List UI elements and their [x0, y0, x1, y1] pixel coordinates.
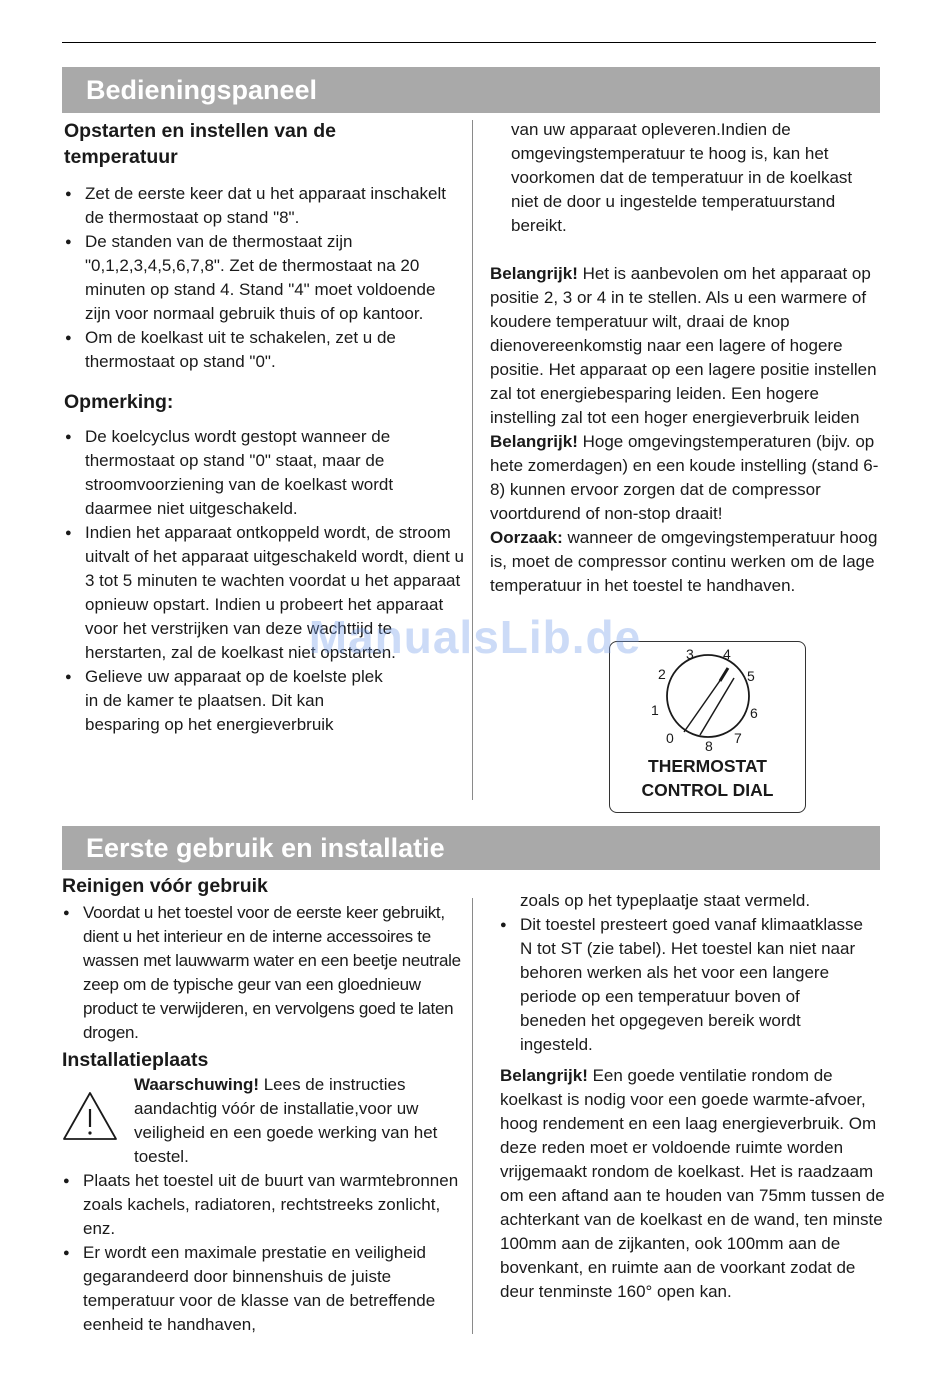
important-paragraph-2 [490, 430, 885, 526]
startup-heading: Opstarten en instellen van de temperatuur [64, 120, 336, 168]
important-paragraph-1 [490, 262, 885, 430]
warning-paragraph [134, 1073, 472, 1169]
continuation-text: van uw apparaat opleveren.Indien de omgevingstemperatuur te hoog is, kan het voorkomen dat de temperatuur in de koelkast niet de door u ingestelde temperatuurstand bereikt. [511, 120, 853, 235]
installation-heading: Installatieplaats [62, 1049, 209, 1071]
dial-number: 2 [658, 666, 666, 682]
important-text: Het is aanbevolen om het apparaat op positie 2, 3 or 4 in te stellen. Als u een warmere of koudere temperatuur wilt, draai de knop dienovereenkomstig naar een lagere of hogere positie. Het apparaat op een lagere positie instellen zal tot energiebesparing leiden. Een hogere instelling zal tot een hoger energieverbruik leiden [490, 264, 877, 427]
list-item: ● Voordat u het toestel voor de eerste keer gebruikt, dient u het interieur en de interne accessoires te wassen met lauwwarm water en een beetje neutrale zeep om de typische geur van een gloednieuw product te verwijderen, en vervolgens goed te laten drogen. [62, 901, 472, 1045]
column-divider [472, 120, 473, 800]
important-block [490, 262, 885, 598]
continuation-text: zoals op het typeplaatje staat vermeld. [520, 891, 811, 910]
list-item: ● De standen van de thermostaat zijn "0,1,2,3,4,5,6,7,8". Zet de thermostaat na 20 minuten op stand 4. Stand "4" moet voldoende zijn voor normaal gebruik thuis of op kantoor. [64, 230, 464, 326]
list-item: ● Plaats het toestel uit de buurt van warmtebronnen zoals kachels, radiatoren, rechtstreeks zonlicht, enz. [62, 1169, 472, 1241]
cleaning-list [62, 901, 472, 1045]
section-banner-control-panel [62, 67, 880, 113]
list-item: ● Gelieve uw apparaat op de koelste plek in de kamer te plaatsen. Dit kan besparing op het energieverbruik [64, 665, 464, 737]
cause-paragraph [490, 526, 885, 598]
cleaning-heading: Reinigen vóór gebruik [62, 875, 268, 897]
banner-title: Eerste gebruik en installatie [86, 832, 445, 863]
dial-number: 4 [723, 646, 731, 662]
cleaning-column [62, 873, 472, 1073]
climate-list [499, 913, 869, 1057]
ventilation-block [500, 1064, 885, 1304]
warning-label: Waarschuwing! [134, 1075, 259, 1094]
dial-number: 1 [651, 702, 659, 718]
banner-title: Bedieningspaneel [86, 74, 318, 105]
list-item: ● Indien het apparaat ontkoppeld wordt, de stroom uitvalt of het apparaat uitgeschakeld wordt, dient u 3 tot 5 minuten te wachten voordat u het apparaat opnieuw opstart. Indien u probeert het apparaat voor het verstrijken van deze wachttijd te herstarten, zal de koelkast niet opstarten. [64, 521, 464, 665]
column-divider [472, 898, 473, 1334]
list-item: ● Zet de eerste keer dat u het apparaat inschakelt de thermostaat op stand "8". [64, 182, 464, 230]
dial-number: 7 [734, 730, 742, 746]
important-label: Belangrijk! [490, 432, 578, 451]
top-rule [62, 42, 876, 43]
dial-number: 6 [750, 705, 758, 721]
dial-number: 8 [705, 738, 713, 754]
section-banner-first-use [62, 826, 880, 870]
list-item: ● Om de koelkast uit te schakelen, zet u de thermostaat op stand "0". [64, 326, 464, 374]
cause-text: wanneer de omgevingstemperatuur hoog is, moet de compressor continu werken om de lage temperatuur in het toestel te handhaven. [490, 528, 878, 595]
list-item: ● Dit toestel presteert goed vanaf klimaatklasse N tot ST (zie tabel). Het toestel kan niet naar behoren werken als het voor een langere periode op een temperatuur boven of beneden het opgegeven bereik wordt ingesteld. [499, 913, 869, 1057]
dial-number: 3 [686, 646, 694, 662]
note-heading: Opmerking: [64, 391, 174, 413]
warning-triangle-icon [60, 1089, 120, 1145]
dial-caption-line: THERMOSTAT [648, 756, 767, 776]
important-text: Een goede ventilatie rondom de koelkast is nodig voor een goede warmte-afvoer, hoog rendement en een laag energieverbruik. Om deze reden moet er voldoende ruimte worden vrijgemaakt rondom de koelkast. Het is raadzaam om een aftand aan te houden van 75mm tussen de achterkant van de koelkast en de wand, ten minste 100mm aan de zijkanten, ook 100mm aan de bovenkant, en ruimte aan de voorkant zodat de deur tenminste 160° open kan. [500, 1066, 885, 1301]
list-item: ● De koelcyclus wordt gestopt wanneer de thermostaat op stand "0" staat, maar de stroomvoorziening van de koelkast wordt daarmee niet uitgeschakeld. [64, 425, 464, 521]
warning-text: Lees de instructies aandachtig vóór de installatie,voor uw veiligheid en een goede werking van het toestel. [134, 1075, 438, 1166]
important-label: Belangrijk! [490, 264, 578, 283]
installation-list [62, 1169, 472, 1337]
dial-number: 5 [747, 668, 755, 684]
dial-caption [610, 754, 805, 802]
important-paragraph [500, 1064, 885, 1304]
note-list [64, 425, 464, 737]
dial-number: 0 [666, 730, 674, 746]
important-text: Hoge omgevingstemperaturen (bijv. op hete zomerdagen) en een koude instelling (stand 6-8) kunnen ervoor zorgen dat de compressor voortdurend of non-stop draait! [490, 432, 879, 523]
thermostat-dial-box [609, 641, 806, 813]
list-item: ● Er wordt een maximale prestatie en veiligheid gegarandeerd door binnenshuis de juiste temperatuur voor de klasse van de betreffende eenheid te handhaven, [62, 1241, 472, 1337]
cause-label: Oorzaak: [490, 528, 563, 547]
important-label: Belangrijk! [500, 1066, 588, 1085]
startup-list [64, 182, 464, 374]
watermark: ManualsLib.de [308, 611, 642, 663]
warning-block [62, 1073, 472, 1337]
dial-caption-line: CONTROL DIAL [641, 780, 774, 800]
